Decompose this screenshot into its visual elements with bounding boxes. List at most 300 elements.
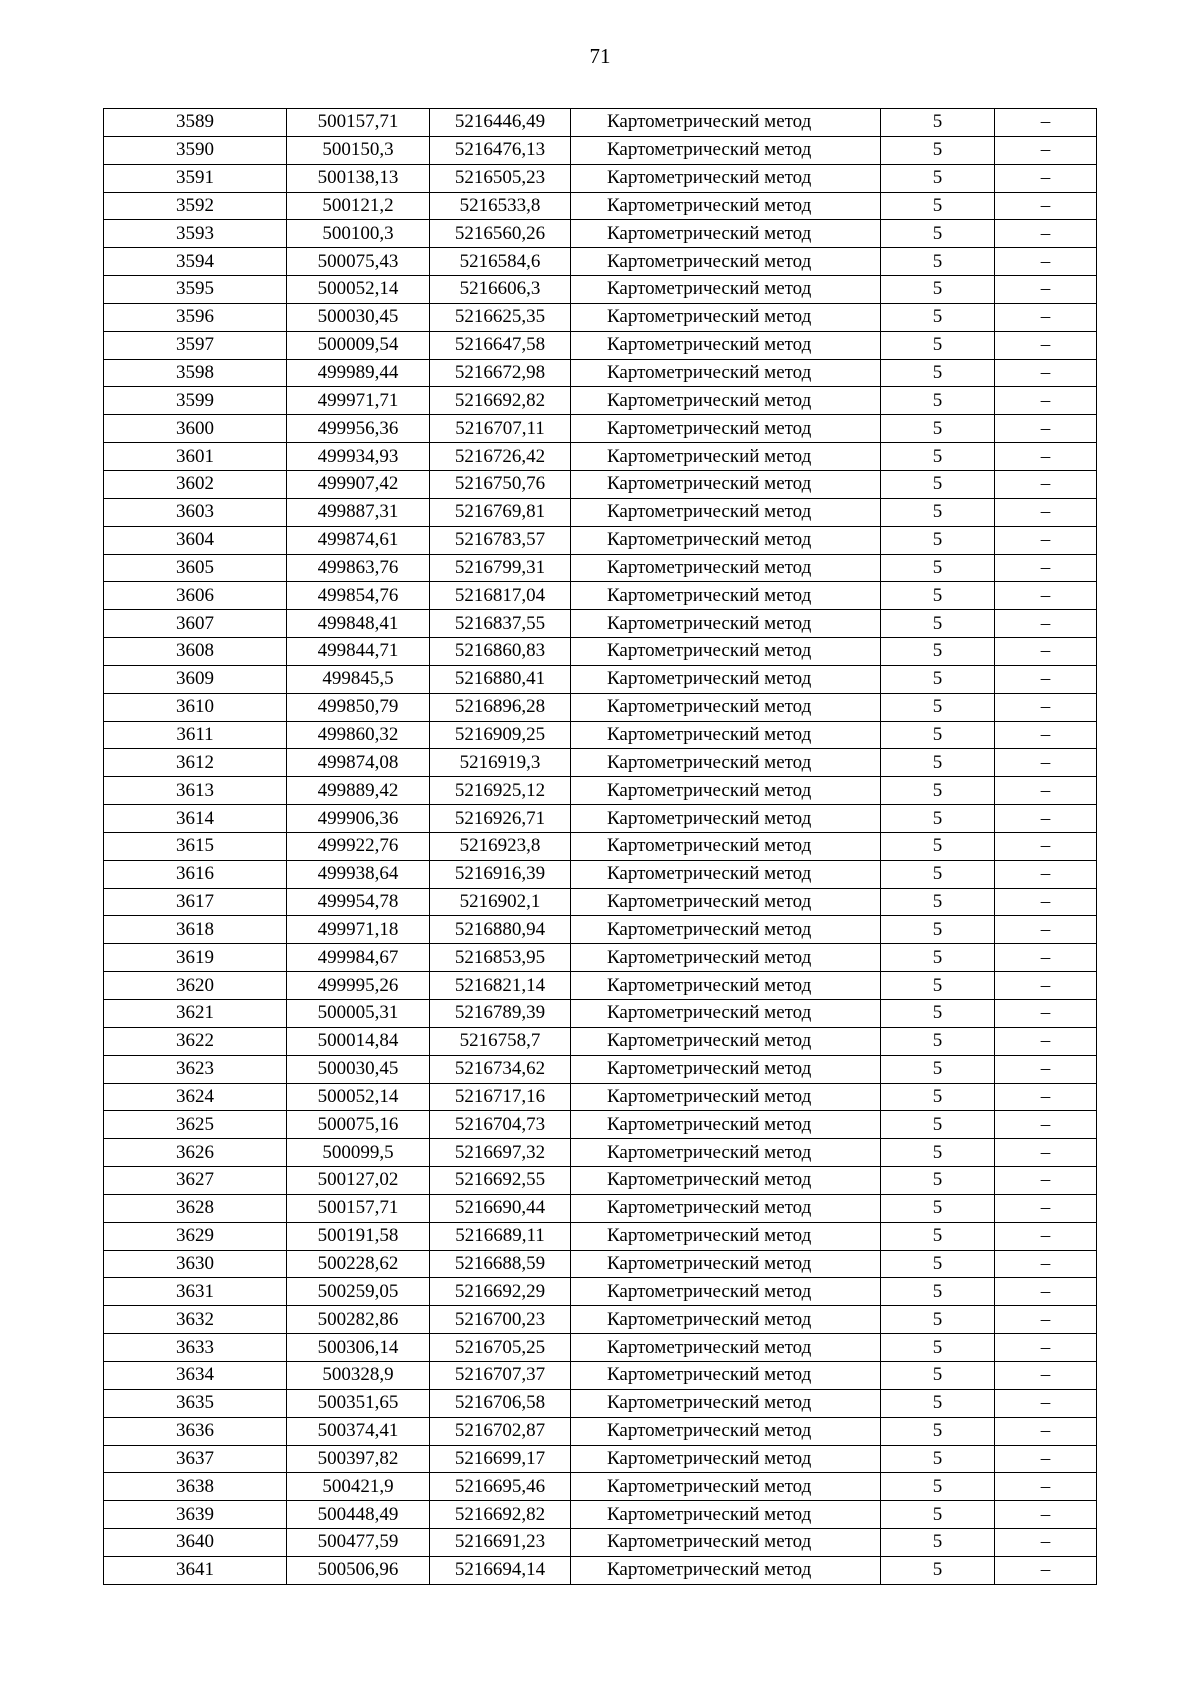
description-cell: – bbox=[995, 777, 1097, 805]
table-row bbox=[104, 1055, 1097, 1083]
description-cell: – bbox=[995, 1083, 1097, 1111]
method-cell: Картометрический метод bbox=[571, 1473, 881, 1501]
page-number: 71 bbox=[589, 44, 611, 68]
y-coordinate-cell: 5216689,11 bbox=[430, 1222, 571, 1250]
y-coordinate-cell: 5216692,82 bbox=[430, 387, 571, 415]
method-cell: Картометрический метод bbox=[571, 1445, 881, 1473]
accuracy-cell: 5 bbox=[881, 1529, 995, 1557]
table-row bbox=[104, 693, 1097, 721]
point-number-cell: 3636 bbox=[104, 1417, 287, 1445]
table-row bbox=[104, 554, 1097, 582]
table-row bbox=[104, 415, 1097, 443]
point-number-cell: 3611 bbox=[104, 721, 287, 749]
point-number-cell: 3598 bbox=[104, 359, 287, 387]
description-cell: – bbox=[995, 1361, 1097, 1389]
description-cell: – bbox=[995, 832, 1097, 860]
point-number-cell: 3629 bbox=[104, 1222, 287, 1250]
accuracy-cell: 5 bbox=[881, 1389, 995, 1417]
y-coordinate-cell: 5216734,62 bbox=[430, 1055, 571, 1083]
accuracy-cell: 5 bbox=[881, 276, 995, 304]
y-coordinate-cell: 5216726,42 bbox=[430, 443, 571, 471]
point-number-cell: 3621 bbox=[104, 1000, 287, 1028]
x-coordinate-cell: 499995,26 bbox=[287, 972, 430, 1000]
table-row bbox=[104, 1000, 1097, 1028]
accuracy-cell: 5 bbox=[881, 888, 995, 916]
description-cell: – bbox=[995, 331, 1097, 359]
table-row bbox=[104, 1389, 1097, 1417]
point-number-cell: 3615 bbox=[104, 832, 287, 860]
point-number-cell: 3589 bbox=[104, 109, 287, 137]
point-number-cell: 3630 bbox=[104, 1250, 287, 1278]
accuracy-cell: 5 bbox=[881, 1417, 995, 1445]
table-row bbox=[104, 860, 1097, 888]
y-coordinate-cell: 5216860,83 bbox=[430, 638, 571, 666]
method-cell: Картометрический метод bbox=[571, 554, 881, 582]
y-coordinate-cell: 5216560,26 bbox=[430, 220, 571, 248]
table-row bbox=[104, 1139, 1097, 1167]
y-coordinate-cell: 5216837,55 bbox=[430, 610, 571, 638]
x-coordinate-cell: 500397,82 bbox=[287, 1445, 430, 1473]
description-cell: – bbox=[995, 303, 1097, 331]
accuracy-cell: 5 bbox=[881, 638, 995, 666]
point-number-cell: 3602 bbox=[104, 470, 287, 498]
point-number-cell: 3634 bbox=[104, 1361, 287, 1389]
table-row bbox=[104, 916, 1097, 944]
point-number-cell: 3612 bbox=[104, 749, 287, 777]
x-coordinate-cell: 500351,65 bbox=[287, 1389, 430, 1417]
table-row bbox=[104, 1194, 1097, 1222]
x-coordinate-cell: 499971,18 bbox=[287, 916, 430, 944]
table-row bbox=[104, 1027, 1097, 1055]
description-cell: – bbox=[995, 693, 1097, 721]
point-number-cell: 3613 bbox=[104, 777, 287, 805]
method-cell: Картометрический метод bbox=[571, 303, 881, 331]
coordinates-table bbox=[103, 108, 1097, 1585]
method-cell: Картометрический метод bbox=[571, 387, 881, 415]
x-coordinate-cell: 499863,76 bbox=[287, 554, 430, 582]
description-cell: – bbox=[995, 1055, 1097, 1083]
method-cell: Картометрический метод bbox=[571, 1334, 881, 1362]
x-coordinate-cell: 500328,9 bbox=[287, 1361, 430, 1389]
y-coordinate-cell: 5216692,55 bbox=[430, 1167, 571, 1195]
table-row bbox=[104, 944, 1097, 972]
method-cell: Картометрический метод bbox=[571, 805, 881, 833]
table-row bbox=[104, 888, 1097, 916]
table-row bbox=[104, 972, 1097, 1000]
point-number-cell: 3607 bbox=[104, 610, 287, 638]
y-coordinate-cell: 5216505,23 bbox=[430, 164, 571, 192]
description-cell: – bbox=[995, 1389, 1097, 1417]
description-cell: – bbox=[995, 498, 1097, 526]
description-cell: – bbox=[995, 860, 1097, 888]
point-number-cell: 3640 bbox=[104, 1529, 287, 1557]
description-cell: – bbox=[995, 248, 1097, 276]
method-cell: Картометрический метод bbox=[571, 610, 881, 638]
point-number-cell: 3610 bbox=[104, 693, 287, 721]
accuracy-cell: 5 bbox=[881, 1167, 995, 1195]
point-number-cell: 3626 bbox=[104, 1139, 287, 1167]
y-coordinate-cell: 5216702,87 bbox=[430, 1417, 571, 1445]
method-cell: Картометрический метод bbox=[571, 860, 881, 888]
method-cell: Картометрический метод bbox=[571, 331, 881, 359]
method-cell: Картометрический метод bbox=[571, 220, 881, 248]
description-cell: – bbox=[995, 1445, 1097, 1473]
table-row bbox=[104, 582, 1097, 610]
y-coordinate-cell: 5216783,57 bbox=[430, 526, 571, 554]
x-coordinate-cell: 500052,14 bbox=[287, 1083, 430, 1111]
x-coordinate-cell: 500191,58 bbox=[287, 1222, 430, 1250]
method-cell: Картометрический метод bbox=[571, 721, 881, 749]
x-coordinate-cell: 499845,5 bbox=[287, 665, 430, 693]
accuracy-cell: 5 bbox=[881, 805, 995, 833]
table-row bbox=[104, 109, 1097, 137]
y-coordinate-cell: 5216902,1 bbox=[430, 888, 571, 916]
x-coordinate-cell: 500127,02 bbox=[287, 1167, 430, 1195]
point-number-cell: 3617 bbox=[104, 888, 287, 916]
y-coordinate-cell: 5216926,71 bbox=[430, 805, 571, 833]
x-coordinate-cell: 499906,36 bbox=[287, 805, 430, 833]
point-number-cell: 3637 bbox=[104, 1445, 287, 1473]
y-coordinate-cell: 5216923,8 bbox=[430, 832, 571, 860]
point-number-cell: 3625 bbox=[104, 1111, 287, 1139]
method-cell: Картометрический метод bbox=[571, 665, 881, 693]
table-row bbox=[104, 638, 1097, 666]
description-cell: – bbox=[995, 888, 1097, 916]
y-coordinate-cell: 5216694,14 bbox=[430, 1556, 571, 1584]
method-cell: Картометрический метод bbox=[571, 777, 881, 805]
description-cell: – bbox=[995, 582, 1097, 610]
table-row bbox=[104, 220, 1097, 248]
accuracy-cell: 5 bbox=[881, 610, 995, 638]
description-cell: – bbox=[995, 1027, 1097, 1055]
table-row bbox=[104, 248, 1097, 276]
accuracy-cell: 5 bbox=[881, 1278, 995, 1306]
x-coordinate-cell: 500009,54 bbox=[287, 331, 430, 359]
method-cell: Картометрический метод bbox=[571, 470, 881, 498]
table-row bbox=[104, 1501, 1097, 1529]
x-coordinate-cell: 500506,96 bbox=[287, 1556, 430, 1584]
point-number-cell: 3639 bbox=[104, 1501, 287, 1529]
table-row bbox=[104, 1111, 1097, 1139]
method-cell: Картометрический метод bbox=[571, 638, 881, 666]
description-cell: – bbox=[995, 1473, 1097, 1501]
table-row bbox=[104, 1529, 1097, 1557]
accuracy-cell: 5 bbox=[881, 303, 995, 331]
description-cell: – bbox=[995, 443, 1097, 471]
method-cell: Картометрический метод bbox=[571, 693, 881, 721]
method-cell: Картометрический метод bbox=[571, 136, 881, 164]
description-cell: – bbox=[995, 276, 1097, 304]
description-cell: – bbox=[995, 387, 1097, 415]
description-cell: – bbox=[995, 470, 1097, 498]
y-coordinate-cell: 5216688,59 bbox=[430, 1250, 571, 1278]
x-coordinate-cell: 500138,13 bbox=[287, 164, 430, 192]
y-coordinate-cell: 5216476,13 bbox=[430, 136, 571, 164]
x-coordinate-cell: 499889,42 bbox=[287, 777, 430, 805]
table-row bbox=[104, 832, 1097, 860]
x-coordinate-cell: 500121,2 bbox=[287, 192, 430, 220]
x-coordinate-cell: 500421,9 bbox=[287, 1473, 430, 1501]
table-row bbox=[104, 1250, 1097, 1278]
method-cell: Картометрический метод bbox=[571, 498, 881, 526]
point-number-cell: 3620 bbox=[104, 972, 287, 1000]
y-coordinate-cell: 5216695,46 bbox=[430, 1473, 571, 1501]
accuracy-cell: 5 bbox=[881, 1194, 995, 1222]
accuracy-cell: 5 bbox=[881, 387, 995, 415]
description-cell: – bbox=[995, 1334, 1097, 1362]
table-row bbox=[104, 1361, 1097, 1389]
accuracy-cell: 5 bbox=[881, 665, 995, 693]
method-cell: Картометрический метод bbox=[571, 832, 881, 860]
table-row bbox=[104, 387, 1097, 415]
y-coordinate-cell: 5216750,76 bbox=[430, 470, 571, 498]
x-coordinate-cell: 499874,61 bbox=[287, 526, 430, 554]
method-cell: Картометрический метод bbox=[571, 749, 881, 777]
x-coordinate-cell: 500157,71 bbox=[287, 109, 430, 137]
table-row bbox=[104, 1083, 1097, 1111]
x-coordinate-cell: 500448,49 bbox=[287, 1501, 430, 1529]
accuracy-cell: 5 bbox=[881, 136, 995, 164]
point-number-cell: 3641 bbox=[104, 1556, 287, 1584]
point-number-cell: 3624 bbox=[104, 1083, 287, 1111]
accuracy-cell: 5 bbox=[881, 1501, 995, 1529]
method-cell: Картометрический метод bbox=[571, 192, 881, 220]
accuracy-cell: 5 bbox=[881, 164, 995, 192]
x-coordinate-cell: 500306,14 bbox=[287, 1334, 430, 1362]
x-coordinate-cell: 500477,59 bbox=[287, 1529, 430, 1557]
y-coordinate-cell: 5216769,81 bbox=[430, 498, 571, 526]
method-cell: Картометрический метод bbox=[571, 1167, 881, 1195]
description-cell: – bbox=[995, 1139, 1097, 1167]
point-number-cell: 3603 bbox=[104, 498, 287, 526]
method-cell: Картометрический метод bbox=[571, 443, 881, 471]
y-coordinate-cell: 5216704,73 bbox=[430, 1111, 571, 1139]
method-cell: Картометрический метод bbox=[571, 1417, 881, 1445]
description-cell: – bbox=[995, 1501, 1097, 1529]
table-row bbox=[104, 1334, 1097, 1362]
x-coordinate-cell: 499907,42 bbox=[287, 470, 430, 498]
method-cell: Картометрический метод bbox=[571, 415, 881, 443]
accuracy-cell: 5 bbox=[881, 498, 995, 526]
accuracy-cell: 5 bbox=[881, 220, 995, 248]
accuracy-cell: 5 bbox=[881, 1000, 995, 1028]
method-cell: Картометрический метод bbox=[571, 944, 881, 972]
accuracy-cell: 5 bbox=[881, 749, 995, 777]
accuracy-cell: 5 bbox=[881, 1445, 995, 1473]
point-number-cell: 3609 bbox=[104, 665, 287, 693]
table-row bbox=[104, 526, 1097, 554]
x-coordinate-cell: 500259,05 bbox=[287, 1278, 430, 1306]
table-row bbox=[104, 1445, 1097, 1473]
table-row bbox=[104, 164, 1097, 192]
accuracy-cell: 5 bbox=[881, 582, 995, 610]
x-coordinate-cell: 500030,45 bbox=[287, 303, 430, 331]
point-number-cell: 3595 bbox=[104, 276, 287, 304]
table-row bbox=[104, 721, 1097, 749]
accuracy-cell: 5 bbox=[881, 1027, 995, 1055]
method-cell: Картометрический метод bbox=[571, 1556, 881, 1584]
x-coordinate-cell: 500100,3 bbox=[287, 220, 430, 248]
accuracy-cell: 5 bbox=[881, 109, 995, 137]
description-cell: – bbox=[995, 972, 1097, 1000]
point-number-cell: 3628 bbox=[104, 1194, 287, 1222]
method-cell: Картометрический метод bbox=[571, 1111, 881, 1139]
y-coordinate-cell: 5216758,7 bbox=[430, 1027, 571, 1055]
x-coordinate-cell: 500014,84 bbox=[287, 1027, 430, 1055]
description-cell: – bbox=[995, 415, 1097, 443]
x-coordinate-cell: 499854,76 bbox=[287, 582, 430, 610]
method-cell: Картометрический метод bbox=[571, 1278, 881, 1306]
x-coordinate-cell: 499984,67 bbox=[287, 944, 430, 972]
accuracy-cell: 5 bbox=[881, 1250, 995, 1278]
y-coordinate-cell: 5216717,16 bbox=[430, 1083, 571, 1111]
description-cell: – bbox=[995, 109, 1097, 137]
y-coordinate-cell: 5216697,32 bbox=[430, 1139, 571, 1167]
description-cell: – bbox=[995, 1556, 1097, 1584]
table-row bbox=[104, 303, 1097, 331]
table-row bbox=[104, 1556, 1097, 1584]
description-cell: – bbox=[995, 1000, 1097, 1028]
method-cell: Картометрический метод bbox=[571, 1055, 881, 1083]
x-coordinate-cell: 499954,78 bbox=[287, 888, 430, 916]
method-cell: Картометрический метод bbox=[571, 1194, 881, 1222]
x-coordinate-cell: 500228,62 bbox=[287, 1250, 430, 1278]
x-coordinate-cell: 500030,45 bbox=[287, 1055, 430, 1083]
description-cell: – bbox=[995, 665, 1097, 693]
y-coordinate-cell: 5216789,39 bbox=[430, 1000, 571, 1028]
method-cell: Картометрический метод bbox=[571, 972, 881, 1000]
y-coordinate-cell: 5216919,3 bbox=[430, 749, 571, 777]
y-coordinate-cell: 5216853,95 bbox=[430, 944, 571, 972]
x-coordinate-cell: 499850,79 bbox=[287, 693, 430, 721]
description-cell: – bbox=[995, 164, 1097, 192]
point-number-cell: 3592 bbox=[104, 192, 287, 220]
point-number-cell: 3633 bbox=[104, 1334, 287, 1362]
method-cell: Картометрический метод bbox=[571, 248, 881, 276]
x-coordinate-cell: 500157,71 bbox=[287, 1194, 430, 1222]
description-cell: – bbox=[995, 721, 1097, 749]
point-number-cell: 3638 bbox=[104, 1473, 287, 1501]
accuracy-cell: 5 bbox=[881, 1361, 995, 1389]
description-cell: – bbox=[995, 1417, 1097, 1445]
accuracy-cell: 5 bbox=[881, 916, 995, 944]
y-coordinate-cell: 5216707,37 bbox=[430, 1361, 571, 1389]
y-coordinate-cell: 5216692,29 bbox=[430, 1278, 571, 1306]
y-coordinate-cell: 5216647,58 bbox=[430, 331, 571, 359]
y-coordinate-cell: 5216700,23 bbox=[430, 1306, 571, 1334]
table-row bbox=[104, 610, 1097, 638]
x-coordinate-cell: 500374,41 bbox=[287, 1417, 430, 1445]
table-row bbox=[104, 1278, 1097, 1306]
accuracy-cell: 5 bbox=[881, 1556, 995, 1584]
table-row bbox=[104, 749, 1097, 777]
description-cell: – bbox=[995, 638, 1097, 666]
x-coordinate-cell: 500099,5 bbox=[287, 1139, 430, 1167]
table-row bbox=[104, 805, 1097, 833]
point-number-cell: 3594 bbox=[104, 248, 287, 276]
y-coordinate-cell: 5216533,8 bbox=[430, 192, 571, 220]
description-cell: – bbox=[995, 359, 1097, 387]
table-row bbox=[104, 777, 1097, 805]
description-cell: – bbox=[995, 220, 1097, 248]
method-cell: Картометрический метод bbox=[571, 1361, 881, 1389]
description-cell: – bbox=[995, 192, 1097, 220]
method-cell: Картометрический метод bbox=[571, 109, 881, 137]
method-cell: Картометрический метод bbox=[571, 582, 881, 610]
x-coordinate-cell: 499848,41 bbox=[287, 610, 430, 638]
x-coordinate-cell: 500075,16 bbox=[287, 1111, 430, 1139]
description-cell: – bbox=[995, 1278, 1097, 1306]
method-cell: Картометрический метод bbox=[571, 1389, 881, 1417]
method-cell: Картометрический метод bbox=[571, 276, 881, 304]
table-row bbox=[104, 1306, 1097, 1334]
description-cell: – bbox=[995, 554, 1097, 582]
method-cell: Картометрический метод bbox=[571, 1083, 881, 1111]
method-cell: Картометрический метод bbox=[571, 1139, 881, 1167]
description-cell: – bbox=[995, 526, 1097, 554]
description-cell: – bbox=[995, 610, 1097, 638]
accuracy-cell: 5 bbox=[881, 1334, 995, 1362]
point-number-cell: 3619 bbox=[104, 944, 287, 972]
method-cell: Картометрический метод bbox=[571, 359, 881, 387]
y-coordinate-cell: 5216691,23 bbox=[430, 1529, 571, 1557]
y-coordinate-cell: 5216584,6 bbox=[430, 248, 571, 276]
y-coordinate-cell: 5216707,11 bbox=[430, 415, 571, 443]
table-row bbox=[104, 665, 1097, 693]
accuracy-cell: 5 bbox=[881, 1083, 995, 1111]
accuracy-cell: 5 bbox=[881, 860, 995, 888]
point-number-cell: 3590 bbox=[104, 136, 287, 164]
x-coordinate-cell: 500150,3 bbox=[287, 136, 430, 164]
y-coordinate-cell: 5216880,41 bbox=[430, 665, 571, 693]
x-coordinate-cell: 499844,71 bbox=[287, 638, 430, 666]
y-coordinate-cell: 5216821,14 bbox=[430, 972, 571, 1000]
point-number-cell: 3601 bbox=[104, 443, 287, 471]
table-row bbox=[104, 359, 1097, 387]
table-body bbox=[104, 109, 1097, 1585]
x-coordinate-cell: 499874,08 bbox=[287, 749, 430, 777]
method-cell: Картометрический метод bbox=[571, 1529, 881, 1557]
accuracy-cell: 5 bbox=[881, 443, 995, 471]
point-number-cell: 3604 bbox=[104, 526, 287, 554]
method-cell: Картометрический метод bbox=[571, 164, 881, 192]
y-coordinate-cell: 5216606,3 bbox=[430, 276, 571, 304]
y-coordinate-cell: 5216706,58 bbox=[430, 1389, 571, 1417]
y-coordinate-cell: 5216880,94 bbox=[430, 916, 571, 944]
table-row bbox=[104, 136, 1097, 164]
x-coordinate-cell: 499989,44 bbox=[287, 359, 430, 387]
point-number-cell: 3599 bbox=[104, 387, 287, 415]
table-row bbox=[104, 443, 1097, 471]
description-cell: – bbox=[995, 749, 1097, 777]
accuracy-cell: 5 bbox=[881, 1055, 995, 1083]
accuracy-cell: 5 bbox=[881, 693, 995, 721]
point-number-cell: 3606 bbox=[104, 582, 287, 610]
accuracy-cell: 5 bbox=[881, 554, 995, 582]
point-number-cell: 3622 bbox=[104, 1027, 287, 1055]
x-coordinate-cell: 499956,36 bbox=[287, 415, 430, 443]
method-cell: Картометрический метод bbox=[571, 1306, 881, 1334]
y-coordinate-cell: 5216692,82 bbox=[430, 1501, 571, 1529]
table-row bbox=[104, 1417, 1097, 1445]
table-row bbox=[104, 331, 1097, 359]
accuracy-cell: 5 bbox=[881, 944, 995, 972]
x-coordinate-cell: 499887,31 bbox=[287, 498, 430, 526]
x-coordinate-cell: 499922,76 bbox=[287, 832, 430, 860]
accuracy-cell: 5 bbox=[881, 1111, 995, 1139]
point-number-cell: 3632 bbox=[104, 1306, 287, 1334]
point-number-cell: 3635 bbox=[104, 1389, 287, 1417]
